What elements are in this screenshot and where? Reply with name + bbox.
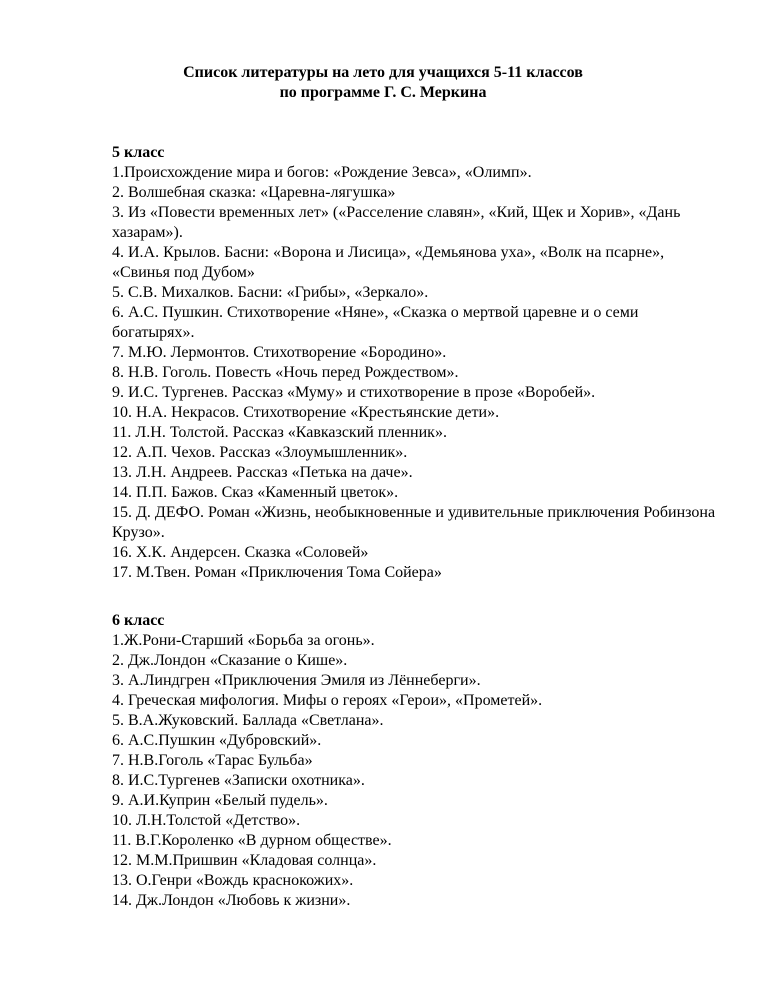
list-item: 2. Волшебная сказка: «Царевна-лягушка» bbox=[112, 184, 396, 201]
title-line-2: по программе Г. С. Меркина bbox=[279, 84, 487, 101]
reading-list-grade-6 bbox=[112, 631, 722, 911]
list-item: 5. В.А.Жуковский. Баллада «Светлана». bbox=[112, 712, 384, 729]
list-item: 4. И.А. Крылов. Басни: «Ворона и Лисица», «Демьянова уха», «Волк на псарне», «Свинья под Дубом» bbox=[112, 244, 665, 281]
list-item: 3. Из «Повести временных лет» («Расселение славян», «Кий, Щек и Хорив», «Дань хазарам»). bbox=[112, 204, 681, 241]
list-item: 9. А.И.Куприн «Белый пудель». bbox=[112, 792, 328, 809]
list-item: 1.Происхождение мира и богов: «Рождение Зевса», «Олимп». bbox=[112, 164, 532, 181]
list-item: 11. В.Г.Короленко «В дурном обществе». bbox=[112, 832, 392, 849]
list-item: 3. А.Линдгрен «Приключения Эмиля из Лённеберги». bbox=[112, 672, 481, 689]
list-item: 4. Греческая мифология. Мифы о героях «Герои», «Прометей». bbox=[112, 692, 543, 709]
list-item: 8. И.С.Тургенев «Записки охотника». bbox=[112, 772, 365, 789]
title-line-1: Список литературы на лето для учащихся 5-11 классов bbox=[183, 64, 583, 81]
list-item: 12. М.М.Пришвин «Кладовая солнца». bbox=[112, 852, 377, 869]
section-heading-grade-6: 6 класс bbox=[112, 612, 165, 629]
list-item: 10. Н.А. Некрасов. Стихотворение «Крестьянские дети». bbox=[112, 404, 500, 421]
list-item: 14. Дж.Лондон «Любовь к жизни». bbox=[112, 892, 351, 909]
list-item: 17. М.Твен. Роман «Приключения Тома Сойера» bbox=[112, 564, 442, 581]
list-item: 12. А.П. Чехов. Рассказ «Злоумышленник». bbox=[112, 444, 408, 461]
list-item: 8. Н.В. Гоголь. Повесть «Ночь перед Рождеством». bbox=[112, 364, 459, 381]
list-item: 2. Дж.Лондон «Сказание о Кише». bbox=[112, 652, 348, 669]
list-item: 9. И.С. Тургенев. Рассказ «Муму» и стихотворение в прозе «Воробей». bbox=[112, 384, 596, 401]
list-item: 16. Х.К. Андерсен. Сказка «Соловей» bbox=[112, 544, 369, 561]
document-title bbox=[112, 63, 654, 103]
list-item: 13. О.Генри «Вождь краснокожих». bbox=[112, 872, 354, 889]
list-item: 14. П.П. Бажов. Сказ «Каменный цветок». bbox=[112, 484, 399, 501]
list-item: 5. С.В. Михалков. Басни: «Грибы», «Зеркало». bbox=[112, 284, 429, 301]
reading-list-grade-5 bbox=[112, 163, 722, 583]
section-heading-grade-5: 5 класс bbox=[112, 144, 165, 161]
document-page bbox=[112, 63, 722, 911]
list-item: 7. М.Ю. Лермонтов. Стихотворение «Бородино». bbox=[112, 344, 447, 361]
list-item: 6. А.С. Пушкин. Стихотворение «Няне», «Сказка о мертвой царевне и о семи богатырях». bbox=[112, 304, 639, 341]
list-item: 11. Л.Н. Толстой. Рассказ «Кавказский пленник». bbox=[112, 424, 447, 441]
list-item: 10. Л.Н.Толстой «Детство». bbox=[112, 812, 301, 829]
list-item: 15. Д. ДЕФО. Роман «Жизнь, необыкновенные и удивительные приключения Робинзона Крузо». bbox=[112, 504, 716, 541]
list-item: 6. А.С.Пушкин «Дубровский». bbox=[112, 732, 322, 749]
list-item: 1.Ж.Рони-Старший «Борьба за огонь». bbox=[112, 632, 375, 649]
list-item: 13. Л.Н. Андреев. Рассказ «Петька на даче». bbox=[112, 464, 413, 481]
list-item: 7. Н.В.Гоголь «Тарас Бульба» bbox=[112, 752, 313, 769]
